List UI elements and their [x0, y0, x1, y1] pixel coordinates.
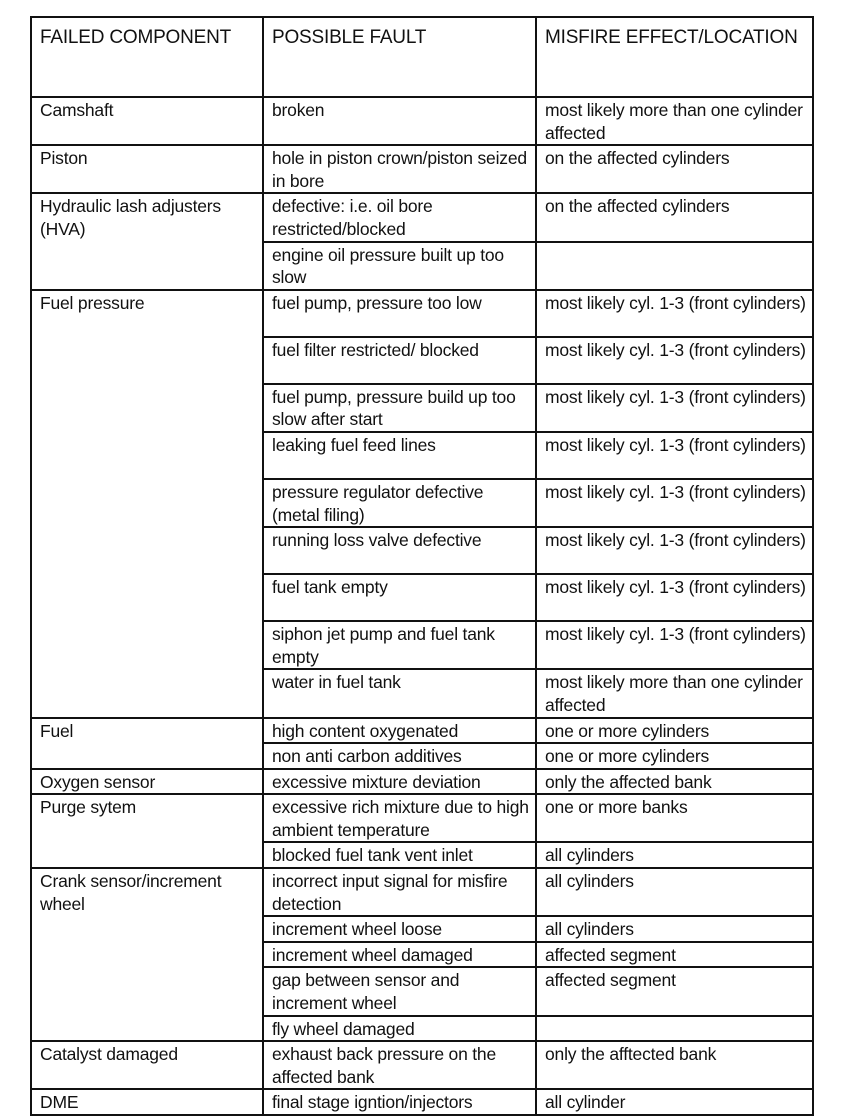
possible-fault-cell: defective: i.e. oil bore restricted/blocked [263, 193, 536, 241]
failed-component-cell: Fuel [31, 718, 263, 769]
possible-fault-cell: exhaust back pressure on the affected bank [263, 1041, 536, 1089]
possible-fault-cell: running loss valve defective [263, 527, 536, 574]
misfire-effect-cell: most likely cyl. 1-3 (front cylinders) [536, 432, 813, 479]
possible-fault-cell: incorrect input signal for misfire detection [263, 868, 536, 916]
table-row [31, 769, 813, 795]
misfire-fault-table [30, 16, 812, 1113]
possible-fault-cell: gap between sensor and increment wheel [263, 967, 536, 1015]
possible-fault-cell: fuel pump, pressure build up too slow after start [263, 384, 536, 432]
misfire-effect-cell: affected segment [536, 967, 813, 1015]
table-row [31, 193, 813, 241]
misfire-effect-cell: most likely more than one cylinder affected [536, 97, 813, 145]
failed-component-cell: Oxygen sensor [31, 769, 263, 795]
misfire-effect-cell [536, 1016, 813, 1042]
misfire-effect-cell: all cylinders [536, 842, 813, 868]
misfire-effect-cell: most likely cyl. 1-3 (front cylinders) [536, 479, 813, 527]
header-row [31, 17, 813, 97]
table-row [31, 718, 813, 744]
possible-fault-cell: hole in piston crown/piston seized in bore [263, 145, 536, 193]
failed-component-cell: Crank sensor/increment wheel [31, 868, 263, 1041]
header-misfire-effect: MISFIRE EFFECT/LOCATION [536, 17, 813, 97]
misfire-effect-cell: most likely cyl. 1-3 (front cylinders) [536, 621, 813, 669]
misfire-effect-cell: only the afftected bank [536, 1041, 813, 1089]
possible-fault-cell: final stage igntion/injectors [263, 1089, 536, 1115]
table-row [31, 97, 813, 145]
table-row [31, 868, 813, 916]
misfire-effect-cell: one or more cylinders [536, 718, 813, 744]
misfire-effect-cell: on the affected cylinders [536, 193, 813, 241]
misfire-effect-cell: most likely cyl. 1-3 (front cylinders) [536, 384, 813, 432]
fault-table [30, 16, 814, 1116]
table-row [31, 1089, 813, 1115]
possible-fault-cell: blocked fuel tank vent inlet [263, 842, 536, 868]
failed-component-cell: Hydraulic lash adjusters (HVA) [31, 193, 263, 289]
misfire-effect-cell: one or more cylinders [536, 743, 813, 769]
possible-fault-cell: water in fuel tank [263, 669, 536, 717]
misfire-effect-cell: most likely cyl. 1-3 (front cylinders) [536, 574, 813, 621]
table-row [31, 794, 813, 842]
misfire-effect-cell: most likely cyl. 1-3 (front cylinders) [536, 337, 813, 384]
possible-fault-cell: engine oil pressure built up too slow [263, 242, 536, 290]
failed-component-cell: Fuel pressure [31, 290, 263, 718]
possible-fault-cell: increment wheel loose [263, 916, 536, 942]
misfire-effect-cell: all cylinders [536, 868, 813, 916]
failed-component-cell: Catalyst damaged [31, 1041, 263, 1089]
misfire-effect-cell: most likely more than one cylinder affected [536, 669, 813, 717]
table-row [31, 1041, 813, 1089]
misfire-effect-cell: on the affected cylinders [536, 145, 813, 193]
possible-fault-cell: broken [263, 97, 536, 145]
misfire-effect-cell: all cylinder [536, 1089, 813, 1115]
possible-fault-cell: fuel tank empty [263, 574, 536, 621]
misfire-effect-cell: all cylinders [536, 916, 813, 942]
possible-fault-cell: fly wheel damaged [263, 1016, 536, 1042]
misfire-effect-cell: most likely cyl. 1-3 (front cylinders) [536, 290, 813, 337]
misfire-effect-cell: one or more banks [536, 794, 813, 842]
possible-fault-cell: non anti carbon additives [263, 743, 536, 769]
possible-fault-cell: increment wheel damaged [263, 942, 536, 968]
possible-fault-cell: excessive mixture deviation [263, 769, 536, 795]
header-failed-component: FAILED COMPONENT [31, 17, 263, 97]
possible-fault-cell: fuel pump, pressure too low [263, 290, 536, 337]
misfire-effect-cell: only the affected bank [536, 769, 813, 795]
possible-fault-cell: excessive rich mixture due to high ambient temperature [263, 794, 536, 842]
misfire-effect-cell [536, 242, 813, 290]
failed-component-cell: DME [31, 1089, 263, 1115]
misfire-effect-cell: most likely cyl. 1-3 (front cylinders) [536, 527, 813, 574]
failed-component-cell: Camshaft [31, 97, 263, 145]
possible-fault-cell: leaking fuel feed lines [263, 432, 536, 479]
possible-fault-cell: fuel filter restricted/ blocked [263, 337, 536, 384]
possible-fault-cell: pressure regulator defective (metal filing) [263, 479, 536, 527]
possible-fault-cell: high content oxygenated [263, 718, 536, 744]
failed-component-cell: Piston [31, 145, 263, 193]
failed-component-cell: Purge sytem [31, 794, 263, 868]
header-possible-fault: POSSIBLE FAULT [263, 17, 536, 97]
table-row [31, 145, 813, 193]
table-row [31, 290, 813, 337]
possible-fault-cell: siphon jet pump and fuel tank empty [263, 621, 536, 669]
misfire-effect-cell: affected segment [536, 942, 813, 968]
